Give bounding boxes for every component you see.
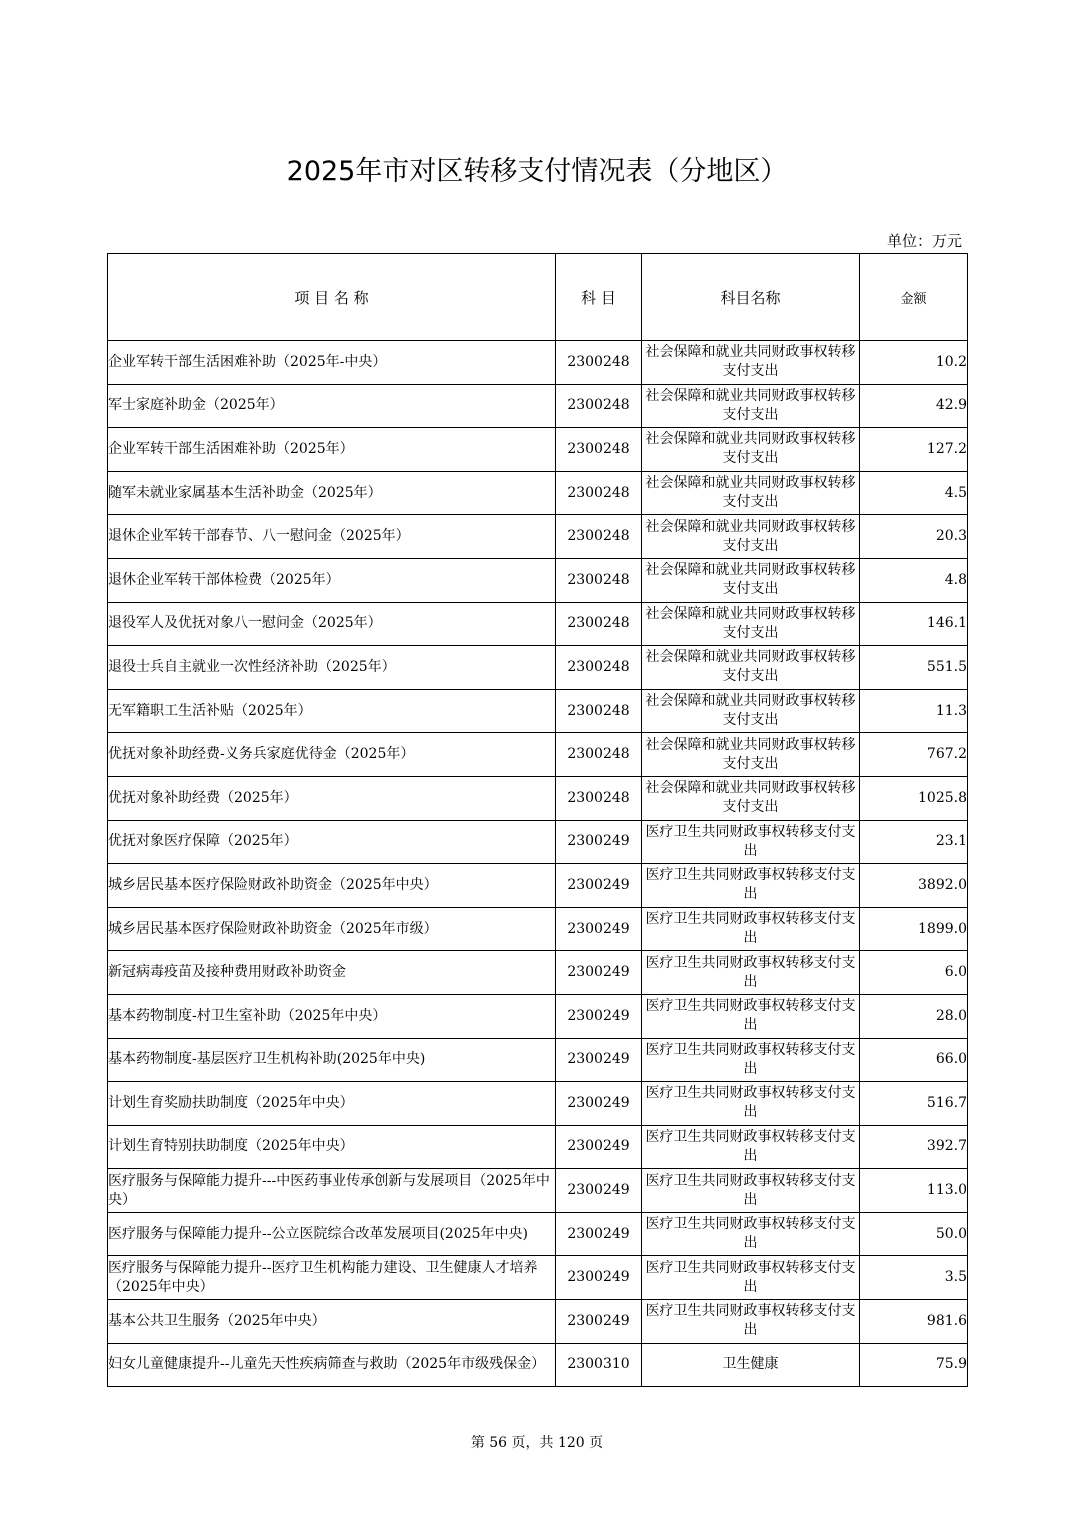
table-row	[108, 733, 968, 777]
subject-name-cell: 医疗卫生共同财政事权转移支付支出	[642, 951, 860, 995]
table-row	[108, 428, 968, 472]
subject-name-cell: 医疗卫生共同财政事权转移支付支出	[642, 864, 860, 908]
project-name-cell: 城乡居民基本医疗保险财政补助资金（2025年市级）	[108, 907, 556, 951]
amount-cell: 127.2	[860, 428, 968, 472]
amount-cell: 146.1	[860, 602, 968, 646]
subject-name-cell: 医疗卫生共同财政事权转移支付支出	[642, 1125, 860, 1169]
amount-cell: 1025.8	[860, 776, 968, 820]
subject-code-cell: 2300249	[556, 1212, 642, 1256]
header-amount: 金额	[860, 254, 968, 341]
unit-label: 单位：万元	[886, 232, 962, 250]
project-name-cell: 新冠病毒疫苗及接种费用财政补助资金	[108, 951, 556, 995]
project-name-cell: 医疗服务与保障能力提升--医疗卫生机构能力建设、卫生健康人才培养（2025年中央）	[108, 1256, 556, 1300]
amount-cell: 66.0	[860, 1038, 968, 1082]
table-row	[108, 1256, 968, 1300]
subject-code-cell: 2300249	[556, 1125, 642, 1169]
project-name-cell: 优抚对象补助经费-义务兵家庭优待金（2025年）	[108, 733, 556, 777]
subject-name-cell: 社会保障和就业共同财政事权转移支付支出	[642, 471, 860, 515]
table-row	[108, 646, 968, 690]
subject-name-cell: 社会保障和就业共同财政事权转移支付支出	[642, 602, 860, 646]
subject-name-cell: 卫生健康	[642, 1343, 860, 1387]
amount-cell: 28.0	[860, 994, 968, 1038]
subject-code-cell: 2300249	[556, 951, 642, 995]
amount-cell: 75.9	[860, 1343, 968, 1387]
subject-code-cell: 2300248	[556, 689, 642, 733]
table-row	[108, 341, 968, 385]
project-name-cell: 企业军转干部生活困难补助（2025年）	[108, 428, 556, 472]
subject-name-cell: 医疗卫生共同财政事权转移支付支出	[642, 1212, 860, 1256]
project-name-cell: 优抚对象医疗保障（2025年）	[108, 820, 556, 864]
subject-code-cell: 2300248	[556, 602, 642, 646]
table-header-row	[108, 254, 968, 341]
subject-name-cell: 医疗卫生共同财政事权转移支付支出	[642, 994, 860, 1038]
subject-code-cell: 2300248	[556, 733, 642, 777]
subject-name-cell: 社会保障和就业共同财政事权转移支付支出	[642, 689, 860, 733]
subject-name-cell: 社会保障和就业共同财政事权转移支付支出	[642, 384, 860, 428]
subject-name-cell: 社会保障和就业共同财政事权转移支付支出	[642, 733, 860, 777]
subject-code-cell: 2300310	[556, 1343, 642, 1387]
subject-name-cell: 医疗卫生共同财政事权转移支付支出	[642, 820, 860, 864]
project-name-cell: 基本药物制度-村卫生室补助（2025年中央）	[108, 994, 556, 1038]
table-row	[108, 1343, 968, 1387]
amount-cell: 4.5	[860, 471, 968, 515]
amount-cell: 981.6	[860, 1300, 968, 1344]
table-row	[108, 1300, 968, 1344]
subject-code-cell: 2300248	[556, 515, 642, 559]
amount-cell: 4.8	[860, 558, 968, 602]
subject-name-cell: 医疗卫生共同财政事权转移支付支出	[642, 907, 860, 951]
header-subject-code: 科 目	[556, 254, 642, 341]
project-name-cell: 妇女儿童健康提升--儿童先天性疾病筛查与救助（2025年市级残保金）	[108, 1343, 556, 1387]
amount-cell: 1899.0	[860, 907, 968, 951]
amount-cell: 42.9	[860, 384, 968, 428]
table-row	[108, 820, 968, 864]
subject-code-cell: 2300248	[556, 471, 642, 515]
project-name-cell: 无军籍职工生活补贴（2025年）	[108, 689, 556, 733]
subject-code-cell: 2300249	[556, 1169, 642, 1213]
amount-cell: 516.7	[860, 1082, 968, 1126]
subject-code-cell: 2300248	[556, 341, 642, 385]
subject-name-cell: 社会保障和就业共同财政事权转移支付支出	[642, 776, 860, 820]
table-row	[108, 951, 968, 995]
project-name-cell: 企业军转干部生活困难补助（2025年-中央）	[108, 341, 556, 385]
table-row	[108, 558, 968, 602]
subject-name-cell: 医疗卫生共同财政事权转移支付支出	[642, 1038, 860, 1082]
project-name-cell: 优抚对象补助经费（2025年）	[108, 776, 556, 820]
table-row	[108, 1038, 968, 1082]
subject-code-cell: 2300248	[556, 428, 642, 472]
table-row	[108, 1125, 968, 1169]
subject-code-cell: 2300249	[556, 1300, 642, 1344]
page-footer: 第 56 页，共 120 页	[470, 1435, 604, 1451]
table-row	[108, 1169, 968, 1213]
table-row	[108, 515, 968, 559]
amount-cell: 20.3	[860, 515, 968, 559]
table-row	[108, 689, 968, 733]
subject-name-cell: 医疗卫生共同财政事权转移支付支出	[642, 1256, 860, 1300]
subject-name-cell: 社会保障和就业共同财政事权转移支付支出	[642, 428, 860, 472]
subject-name-cell: 社会保障和就业共同财政事权转移支付支出	[642, 341, 860, 385]
subject-code-cell: 2300249	[556, 907, 642, 951]
subject-code-cell: 2300249	[556, 1082, 642, 1126]
project-name-cell: 退休企业军转干部春节、八一慰问金（2025年）	[108, 515, 556, 559]
project-name-cell: 医疗服务与保障能力提升--公立医院综合改革发展项目(2025年中央)	[108, 1212, 556, 1256]
table-row	[108, 602, 968, 646]
subject-code-cell: 2300249	[556, 820, 642, 864]
subject-name-cell: 医疗卫生共同财政事权转移支付支出	[642, 1169, 860, 1213]
subject-code-cell: 2300249	[556, 864, 642, 908]
table-row	[108, 994, 968, 1038]
project-name-cell: 退役士兵自主就业一次性经济补助（2025年）	[108, 646, 556, 690]
project-name-cell: 计划生育奖励扶助制度（2025年中央）	[108, 1082, 556, 1126]
project-name-cell: 军士家庭补助金（2025年）	[108, 384, 556, 428]
subject-code-cell: 2300249	[556, 1038, 642, 1082]
amount-cell: 11.3	[860, 689, 968, 733]
table-row	[108, 776, 968, 820]
amount-cell: 113.0	[860, 1169, 968, 1213]
page-title: 2025年市对区转移支付情况表（分地区）	[286, 156, 788, 187]
subject-name-cell: 社会保障和就业共同财政事权转移支付支出	[642, 515, 860, 559]
subject-code-cell: 2300248	[556, 384, 642, 428]
subject-name-cell: 社会保障和就业共同财政事权转移支付支出	[642, 646, 860, 690]
amount-cell: 767.2	[860, 733, 968, 777]
amount-cell: 50.0	[860, 1212, 968, 1256]
table-row	[108, 384, 968, 428]
project-name-cell: 基本药物制度-基层医疗卫生机构补助(2025年中央)	[108, 1038, 556, 1082]
table-row	[108, 471, 968, 515]
amount-cell: 551.5	[860, 646, 968, 690]
subject-name-cell: 医疗卫生共同财政事权转移支付支出	[642, 1300, 860, 1344]
project-name-cell: 计划生育特别扶助制度（2025年中央）	[108, 1125, 556, 1169]
amount-cell: 3.5	[860, 1256, 968, 1300]
subject-name-cell: 社会保障和就业共同财政事权转移支付支出	[642, 558, 860, 602]
project-name-cell: 退休企业军转干部体检费（2025年）	[108, 558, 556, 602]
table-row	[108, 907, 968, 951]
project-name-cell: 基本公共卫生服务（2025年中央）	[108, 1300, 556, 1344]
subject-code-cell: 2300248	[556, 776, 642, 820]
project-name-cell: 城乡居民基本医疗保险财政补助资金（2025年中央）	[108, 864, 556, 908]
project-name-cell: 退役军人及优抚对象八一慰问金（2025年）	[108, 602, 556, 646]
table-row	[108, 1212, 968, 1256]
subject-code-cell: 2300248	[556, 646, 642, 690]
table-row	[108, 1082, 968, 1126]
subject-name-cell: 医疗卫生共同财政事权转移支付支出	[642, 1082, 860, 1126]
subject-code-cell: 2300249	[556, 1256, 642, 1300]
table-body	[108, 341, 968, 1387]
amount-cell: 10.2	[860, 341, 968, 385]
amount-cell: 6.0	[860, 951, 968, 995]
header-project-name: 项 目 名 称	[108, 254, 556, 341]
amount-cell: 392.7	[860, 1125, 968, 1169]
subject-code-cell: 2300249	[556, 994, 642, 1038]
project-name-cell: 医疗服务与保障能力提升---中医药事业传承创新与发展项目（2025年中央）	[108, 1169, 556, 1213]
transfer-payment-table	[107, 253, 968, 1387]
table-row	[108, 864, 968, 908]
subject-code-cell: 2300248	[556, 558, 642, 602]
header-subject-name: 科目名称	[642, 254, 860, 341]
amount-cell: 23.1	[860, 820, 968, 864]
project-name-cell: 随军未就业家属基本生活补助金（2025年）	[108, 471, 556, 515]
amount-cell: 3892.0	[860, 864, 968, 908]
